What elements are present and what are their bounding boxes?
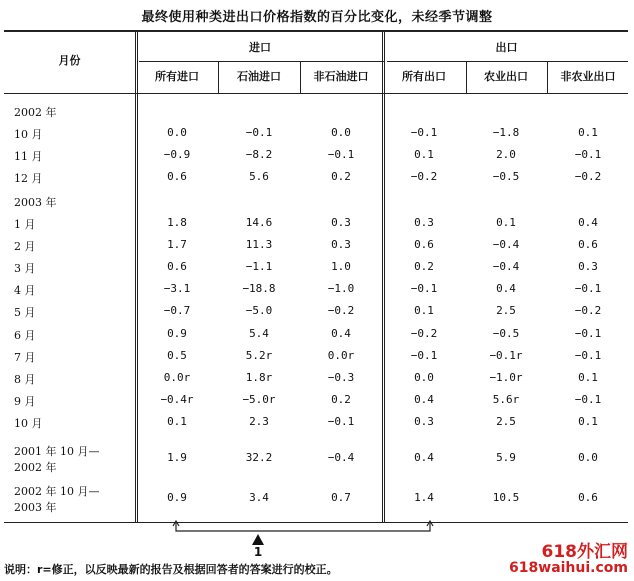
table-cell: −5.0r: [242, 393, 276, 406]
table-cell: −1.0r: [489, 371, 523, 384]
table-cell: −0.2: [410, 327, 438, 340]
table-cell: 0.1: [167, 415, 187, 428]
table-cell: −0.1: [327, 415, 355, 428]
row-label: 11 月: [14, 150, 43, 163]
column-header-6: 非农业出口: [560, 70, 616, 83]
bracket-label: 1: [253, 545, 263, 559]
row-label: 10 月: [14, 417, 43, 430]
table-cell: −0.1: [574, 327, 602, 340]
table-cell: 0.6: [167, 260, 187, 273]
table-cell: 0.1: [578, 415, 598, 428]
row-label: 6 月: [14, 329, 36, 342]
row-label: 4 月: [14, 284, 36, 297]
row-label: 2003 年: [14, 196, 57, 209]
summary-cell: 0.9: [167, 491, 187, 504]
row-label: 7 月: [14, 351, 36, 364]
table-cell: −8.2: [245, 148, 273, 161]
column-header-2: 石油进口: [237, 70, 281, 83]
arrow-up-icon: [252, 534, 264, 545]
column-header-3: 非石油进口: [313, 70, 369, 83]
row-label: 8 月: [14, 373, 36, 386]
header-imports: 进口: [249, 41, 271, 54]
table-cell: 0.0: [414, 371, 434, 384]
table-cell: −0.1: [327, 148, 355, 161]
table-cell: 5.4: [249, 327, 269, 340]
summary-cell: 0.4: [414, 451, 434, 464]
table-cell: −0.1: [574, 349, 602, 362]
summary-cell: 32.2: [245, 451, 273, 464]
table-cell: 0.0: [167, 126, 187, 139]
table-cell: 0.0: [331, 126, 351, 139]
table-cell: 5.6r: [492, 393, 520, 406]
table-cell: 0.1: [578, 371, 598, 384]
table-cell: −0.2: [410, 170, 438, 183]
table-cell: 0.1: [414, 148, 434, 161]
table-cell: 0.2: [414, 260, 434, 273]
summary-cell: 3.4: [249, 491, 269, 504]
table-cell: 2.0: [496, 148, 516, 161]
table-cell: −0.5: [492, 170, 520, 183]
row-label: 2 月: [14, 240, 36, 253]
table-cell: 0.3: [331, 216, 351, 229]
table-cell: −0.1: [410, 282, 438, 295]
table-cell: 1.8: [167, 216, 187, 229]
summary-row-label-line1: 2002 年 10 月—: [14, 485, 100, 498]
table-cell: 0.4: [414, 393, 434, 406]
table-cell: −5.0: [245, 304, 273, 317]
table-cell: 0.4: [331, 327, 351, 340]
table-cell: 2.5: [496, 304, 516, 317]
table-cell: 0.1: [496, 216, 516, 229]
table-cell: −0.1: [245, 126, 273, 139]
table-cell: 0.6: [578, 238, 598, 251]
table-cell: 14.6: [245, 216, 273, 229]
column-header-5: 农业出口: [484, 70, 528, 83]
table-cell: −18.8: [242, 282, 276, 295]
table-cell: −1.0: [327, 282, 355, 295]
row-label: 2002 年: [14, 106, 57, 119]
table-cell: 0.6: [414, 238, 434, 251]
table-cell: −0.1r: [489, 349, 523, 362]
summary-cell: 1.9: [167, 451, 187, 464]
table-cell: −0.4: [492, 238, 520, 251]
summary-row-label-line2: 2003 年: [14, 501, 57, 514]
summary-cell: 0.7: [331, 491, 351, 504]
table-cell: 0.0r: [163, 371, 191, 384]
row-label: 12 月: [14, 172, 43, 185]
summary-cell: 1.4: [414, 491, 434, 504]
summary-cell: −0.4: [327, 451, 355, 464]
table-cell: 0.4: [578, 216, 598, 229]
row-label: 9 月: [14, 395, 36, 408]
table-cell: −0.1: [574, 148, 602, 161]
table-cell: 0.2: [331, 170, 351, 183]
summary-row-label-line2: 2002 年: [14, 461, 57, 474]
table-cell: 1.8r: [245, 371, 273, 384]
table-cell: 0.3: [331, 238, 351, 251]
header-exports: 出口: [495, 41, 518, 54]
table-cell: −0.7: [163, 304, 191, 317]
table-cell: −0.2: [574, 304, 602, 317]
table-cell: 0.9: [167, 327, 187, 340]
summary-row-label-line1: 2001 年 10 月—: [14, 445, 100, 458]
table-cell: 2.5: [496, 415, 516, 428]
table-cell: −0.1: [574, 393, 602, 406]
table-cell: 0.1: [578, 126, 598, 139]
table-cell: −0.3: [327, 371, 355, 384]
table-cell: −0.9: [163, 148, 191, 161]
site-watermark: [509, 544, 628, 576]
row-label: 10 月: [14, 128, 43, 141]
table-cell: −0.4: [492, 260, 520, 273]
table-cell: −1.8: [492, 126, 520, 139]
row-label: 1 月: [14, 218, 36, 231]
table-cell: −0.5: [492, 327, 520, 340]
header-month: 月份: [58, 54, 81, 67]
summary-cell: 10.5: [492, 491, 520, 504]
table-cell: 11.3: [245, 238, 273, 251]
table-title: 最终使用种类进出口价格指数的百分比变化，未经季节调整: [141, 10, 493, 25]
bracket-line: [176, 522, 430, 531]
table-cell: 1.7: [167, 238, 187, 251]
watermark-name: 618外汇网: [541, 542, 628, 562]
table-cell: 1.0: [331, 260, 351, 273]
table-cell: 0.3: [414, 415, 434, 428]
summary-cell: 0.0: [578, 451, 598, 464]
table-cell: 2.3: [249, 415, 269, 428]
column-header-1: 所有进口: [155, 70, 199, 83]
table-cell: 0.1: [414, 304, 434, 317]
table-cell: 0.0r: [327, 349, 355, 362]
table-cell: 0.4: [496, 282, 516, 295]
footnote: 说明：r=修正，以反映最新的报告及根据回答者的答案进行的校正。: [4, 563, 338, 576]
table-cell: 5.2r: [245, 349, 273, 362]
summary-cell: 0.6: [578, 491, 598, 504]
table-cell: 0.2: [331, 393, 351, 406]
table-cell: −0.4r: [160, 393, 194, 406]
row-label: 3 月: [14, 262, 36, 275]
column-header-4: 所有出口: [402, 70, 446, 83]
table-cell: 5.6: [249, 170, 269, 183]
table-cell: −0.2: [574, 170, 602, 183]
table-cell: 0.3: [414, 216, 434, 229]
table-cell: −0.1: [410, 349, 438, 362]
table-cell: −0.1: [410, 126, 438, 139]
table-cell: −3.1: [163, 282, 191, 295]
table-cell: 0.6: [167, 170, 187, 183]
table-cell: 0.5: [167, 349, 187, 362]
table-cell: −0.1: [574, 282, 602, 295]
watermark-url: 618waihui.com: [509, 560, 628, 576]
table-cell: −1.1: [245, 260, 273, 273]
row-label: 5 月: [14, 306, 36, 319]
summary-cell: 5.9: [496, 451, 516, 464]
table-cell: −0.2: [327, 304, 355, 317]
table-cell: 0.3: [578, 260, 598, 273]
